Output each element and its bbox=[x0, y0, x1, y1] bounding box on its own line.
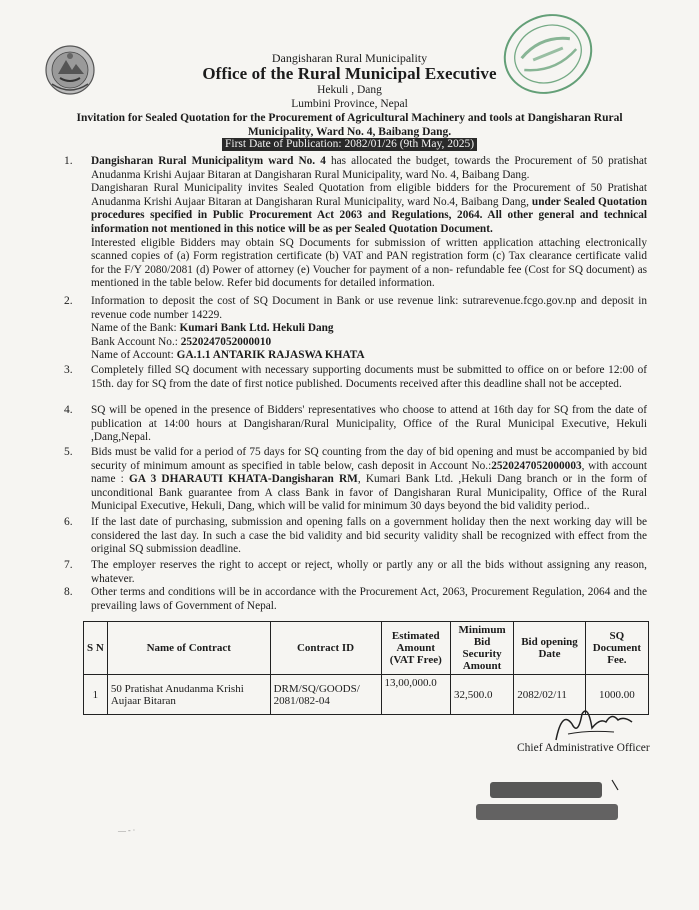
bank-account-no: 2520247052000010 bbox=[180, 335, 272, 348]
col-contract-name: Name of Contract bbox=[107, 622, 270, 675]
cell-sn: 1 bbox=[84, 675, 108, 715]
clause-number: 8. bbox=[64, 586, 73, 598]
office-address: Hekuli , Dang bbox=[317, 84, 382, 96]
clause-number: 6. bbox=[64, 516, 73, 528]
clause-text: Dangisharan Rural Municipalitym ward No. 4 has allocated the budget, towards the Procurement of 50 pratishat Anudanma Krishi Aujaar Bitaran at Dangisharan Rural Municipality, ward No. 4, Baibang Dang. Dangisharan Rural Municipality invites Sealed Quotation from eligible bidders for the Procurement of 50 Pratishat Anudanma Krishi Aujaar Bitaran at Dangisharan Rural Municipality, ward No.4, Baibang Dang, under Sealed Quotation procedures specified in Public Procurement Act 2063 and Regulations, 2064. All other general and technical information not mentioned in this notice will be as per Sealed Quotation Document. Interested eligible Bidders may obtain SQ Documents for submission of written application attaching electronically scanned copies of (a) Form registration certificate (b) VAT and PAN registration form (c) Tax clearance certificate valid for the F/Y 2080/2081 (d) Power of attorney (e) Voucher for payment of a non- refundable fee (Cost for SQ document) as mentioned in the table below. Refer bid documents for detailed information. bbox=[91, 155, 647, 290]
nepali-signatory-stamp-icon bbox=[472, 778, 632, 824]
bank-account-name: GA.1.1 ANTARIK RAJASWA KHATA bbox=[176, 349, 365, 362]
clause-number: 1. bbox=[64, 155, 73, 167]
clause-text: Information to deposit the cost of SQ Document in Bank or use revenue link: sutrarevenue.fcgo.gov.np and deposit in revenue code number 14229. Name of the Bank: Kumari Bank Ltd. Hekuli Dang Bank Account No.: 2520247052000010 Name of Account: GA.1.1 ANTARIK RAJASWA KHATA bbox=[91, 295, 647, 362]
municipality-name: Dangisharan Rural Municipality bbox=[271, 51, 428, 65]
col-bid-security: Minimum Bid Security Amount bbox=[450, 622, 513, 675]
cell-opening-date: 2082/02/11 bbox=[514, 675, 586, 715]
clause-text: SQ will be opened in the presence of Bidders' representatives who choose to attend at 16th day for SQ from the date of publication at 14:00 hours at Dangisharan/Rural Municipality, Office of the Rural Municipal Executive, Hekuli ,Dang,Nepal. bbox=[91, 404, 647, 444]
col-doc-fee: SQ Document Fee. bbox=[585, 622, 648, 675]
col-sn: S N bbox=[84, 622, 108, 675]
clause-number: 5. bbox=[64, 446, 73, 458]
col-estimated-amount: Estimated Amount (VAT Free) bbox=[381, 622, 450, 675]
cell-contract-name: 50 Pratishat Anudanma Krishi Aujaar Bitaran bbox=[107, 675, 270, 715]
clause-number: 4. bbox=[64, 404, 73, 416]
cell-bid-security: 32,500.0 bbox=[450, 675, 513, 715]
clause-text: If the last date of purchasing, submission and opening falls on a government holiday then the next working day will be considered the last day. In such a case the bid validity and bid security validity shall be recognized with effect from the original SQ submission deadline. bbox=[91, 516, 647, 556]
notice-title bbox=[0, 111, 699, 139]
col-opening-date: Bid opening Date bbox=[514, 622, 586, 675]
notice-title-line2: Municipality, Ward No. 4, Baibang Dang. bbox=[247, 126, 452, 138]
clause-number: 2. bbox=[64, 295, 73, 307]
bank-name: Kumari Bank Ltd. Hekuli Dang bbox=[179, 322, 334, 335]
table-header-row bbox=[84, 622, 649, 675]
clause-number: 7. bbox=[64, 559, 73, 571]
publication-date: First Date of Publication: 2082/01/26 (9th May, 2025) bbox=[222, 138, 477, 151]
signature-scribble-icon bbox=[548, 700, 638, 745]
cell-doc-fee: 1000.00 bbox=[585, 675, 648, 715]
clause-text: Other terms and conditions will be in accordance with the Procurement Act, 2063, Procurement Regulation, 2064 and the prevailing laws of Government of Nepal. bbox=[91, 586, 647, 612]
clause-text: Completely filled SQ document with necessary supporting documents must be submitted to office on or before 12:00 of 15th. day for SQ from the date of first notice published. Documents received after this deadline shall not be accepted. bbox=[91, 364, 647, 390]
clause-text: The employer reserves the right to accept or reject, wholly or partly any or all the bids without assigning any reason, whatever. bbox=[91, 559, 647, 585]
signatory-title: Chief Administrative Officer bbox=[517, 742, 650, 754]
clause-number: 3. bbox=[64, 364, 73, 376]
office-title: Office of the Rural Municipal Executive bbox=[202, 64, 497, 83]
cell-estimated-amount: 13,00,000.0 bbox=[381, 675, 450, 715]
office-province: Lumbini Province, Nepal bbox=[291, 98, 408, 110]
col-contract-id: Contract ID bbox=[270, 622, 381, 675]
page-smudge: — - · bbox=[118, 826, 136, 835]
clause-text: Bids must be valid for a period of 75 days for SQ counting from the day of bid opening and must be accompanied by bid security of minimum amount as specified in table below, cash deposit in Account No.:2520247052000003, with account name : GA 3 DHARAUTI KHATA-Dangisharan RM, Kumari Bank Ltd. ,Hekuli Dang branch or in the form of unconditional Bank guarantee from A class Bank in favor of Dangisharan Rural Municipality, Office of the Rural Municipal Executive, Hekuli, Dang, which will be valid for minimum 30 days beyond the bid validity period.. bbox=[91, 446, 647, 513]
cell-contract-id: DRM/SQ/GOODS/ 2081/082-04 bbox=[270, 675, 381, 715]
notice-title-line1: Invitation for Sealed Quotation for the Procurement of Agricultural Machinery and tools at Dangisharan Rural bbox=[76, 112, 623, 124]
